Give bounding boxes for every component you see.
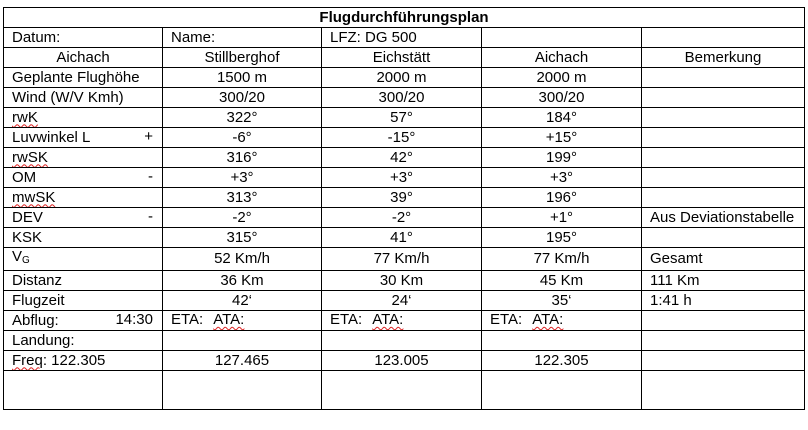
cell-remark <box>642 351 805 371</box>
table-row <box>4 88 805 108</box>
eta-label: ETA: <box>171 311 204 328</box>
cell-value: -6° <box>163 128 322 148</box>
cell-remark <box>642 228 805 248</box>
cell-remark <box>642 88 805 108</box>
cell-value: 77 Km/h <box>322 248 482 271</box>
cell-value <box>482 331 642 351</box>
row-label <box>4 311 163 331</box>
cell-remark <box>642 168 805 188</box>
header-empty-cell <box>642 28 805 48</box>
cell-remark <box>642 331 805 351</box>
cell-value: 123.005 <box>322 351 482 371</box>
table-row <box>4 291 805 311</box>
cell-remark: Aus Deviationstabelle <box>642 208 805 228</box>
om-label: OM <box>12 168 37 186</box>
datum-label: Datum: <box>4 28 163 48</box>
luv-label: Luvwinkel L <box>12 128 91 146</box>
eta-ata-cell <box>482 311 642 331</box>
row-label: Flugzeit <box>4 291 163 311</box>
cell-value: -2° <box>163 208 322 228</box>
table-row <box>4 208 805 228</box>
cell-value: +3° <box>322 168 482 188</box>
ata-label: ATA: <box>213 311 245 328</box>
row-label <box>4 148 163 168</box>
row-label <box>4 128 163 148</box>
cell-value: 195° <box>482 228 642 248</box>
cell-value: -2° <box>322 208 482 228</box>
table-row <box>4 271 805 291</box>
eta-ata-cell <box>163 311 322 331</box>
row-label: Geplante Flughöhe <box>4 68 163 88</box>
lfz-label: LFZ: DG 500 <box>322 28 482 48</box>
header-row <box>4 28 805 48</box>
cell-value: 24‘ <box>322 291 482 311</box>
cell-value: 57° <box>322 108 482 128</box>
cell-remark <box>642 188 805 208</box>
abflug-time: 14:30 <box>115 311 153 328</box>
row-label <box>4 351 163 371</box>
vg-label: V <box>12 248 23 265</box>
cell-value: 35‘ <box>482 291 642 311</box>
column-start: Aichach <box>4 48 163 68</box>
cell-value: 30 Km <box>322 271 482 291</box>
column-header-row <box>4 48 805 68</box>
row-label <box>4 108 163 128</box>
cell-value: 300/20 <box>163 88 322 108</box>
freq-value: : 122.305 <box>42 351 106 369</box>
cell-value: -15° <box>322 128 482 148</box>
empty-cell <box>642 371 805 410</box>
cell-value: 52 Km/h <box>163 248 322 271</box>
cell-remark <box>642 148 805 168</box>
column-remark: Bemerkung <box>642 48 805 68</box>
eta-label: ETA: <box>490 311 523 328</box>
rwsk-label: rwSK <box>12 148 48 166</box>
eta-label: ETA: <box>330 311 363 328</box>
cell-value: 315° <box>163 228 322 248</box>
ata-label: ATA: <box>532 311 564 328</box>
cell-remark: 111 Km <box>642 271 805 291</box>
header-empty-cell <box>482 28 642 48</box>
cell-remark <box>642 68 805 88</box>
table-row <box>4 188 805 208</box>
cell-value: 313° <box>163 188 322 208</box>
flight-plan-table <box>3 7 805 410</box>
table-row <box>4 371 805 410</box>
abflug-label: Abflug: <box>12 311 59 329</box>
cell-value: 36 Km <box>163 271 322 291</box>
column-waypoint-2: Eichstätt <box>322 48 482 68</box>
cell-value: +15° <box>482 128 642 148</box>
om-sign: - <box>148 168 153 185</box>
row-label <box>4 188 163 208</box>
cell-remark <box>642 311 805 331</box>
empty-cell <box>163 371 322 410</box>
cell-value: +1° <box>482 208 642 228</box>
row-label: Landung: <box>4 331 163 351</box>
table-row <box>4 331 805 351</box>
table-row <box>4 128 805 148</box>
table-row <box>4 68 805 88</box>
cell-value: 42° <box>322 148 482 168</box>
ata-label: ATA: <box>372 311 404 328</box>
cell-value: 2000 m <box>322 68 482 88</box>
cell-value: 77 Km/h <box>482 248 642 271</box>
table-row <box>4 228 805 248</box>
cell-value: +3° <box>482 168 642 188</box>
freq-label: Freq <box>12 351 43 369</box>
cell-value: 199° <box>482 148 642 168</box>
dev-label: DEV <box>12 208 43 226</box>
cell-remark <box>642 128 805 148</box>
cell-value: 39° <box>322 188 482 208</box>
table-row <box>4 148 805 168</box>
cell-value: 127.465 <box>163 351 322 371</box>
cell-value: 41° <box>322 228 482 248</box>
cell-value: 45 Km <box>482 271 642 291</box>
rwk-label: rwK <box>12 108 38 126</box>
dev-sign: - <box>148 208 153 225</box>
plan-title: Flugdurchführungsplan <box>4 8 805 28</box>
cell-value: 300/20 <box>482 88 642 108</box>
empty-cell <box>482 371 642 410</box>
mwsk-label: mwSK <box>12 188 56 206</box>
cell-remark: Gesamt <box>642 248 805 271</box>
row-label <box>4 168 163 188</box>
name-label: Name: <box>163 28 322 48</box>
row-label <box>4 208 163 228</box>
row-label <box>4 248 163 271</box>
cell-value: 42‘ <box>163 291 322 311</box>
cell-value: +3° <box>163 168 322 188</box>
cell-value <box>322 331 482 351</box>
row-label: Wind (W/V Kmh) <box>4 88 163 108</box>
cell-value: 1500 m <box>163 68 322 88</box>
cell-value: 184° <box>482 108 642 128</box>
column-waypoint-1: Stillberghof <box>163 48 322 68</box>
cell-remark: 1:41 h <box>642 291 805 311</box>
table-row <box>4 311 805 331</box>
cell-value: 2000 m <box>482 68 642 88</box>
empty-cell <box>4 371 163 410</box>
row-label: Distanz <box>4 271 163 291</box>
column-waypoint-3: Aichach <box>482 48 642 68</box>
table-row <box>4 168 805 188</box>
empty-cell <box>322 371 482 410</box>
eta-ata-cell <box>322 311 482 331</box>
cell-value: 122.305 <box>482 351 642 371</box>
cell-value: 322° <box>163 108 322 128</box>
row-label: KSK <box>4 228 163 248</box>
cell-value <box>163 331 322 351</box>
luv-sign: + <box>144 128 153 145</box>
title-row <box>4 8 805 28</box>
table-row <box>4 248 805 271</box>
cell-value: 316° <box>163 148 322 168</box>
cell-value: 300/20 <box>322 88 482 108</box>
cell-value: 196° <box>482 188 642 208</box>
vg-subscript: G <box>22 255 30 266</box>
cell-remark <box>642 108 805 128</box>
table-row <box>4 351 805 371</box>
table-row <box>4 108 805 128</box>
